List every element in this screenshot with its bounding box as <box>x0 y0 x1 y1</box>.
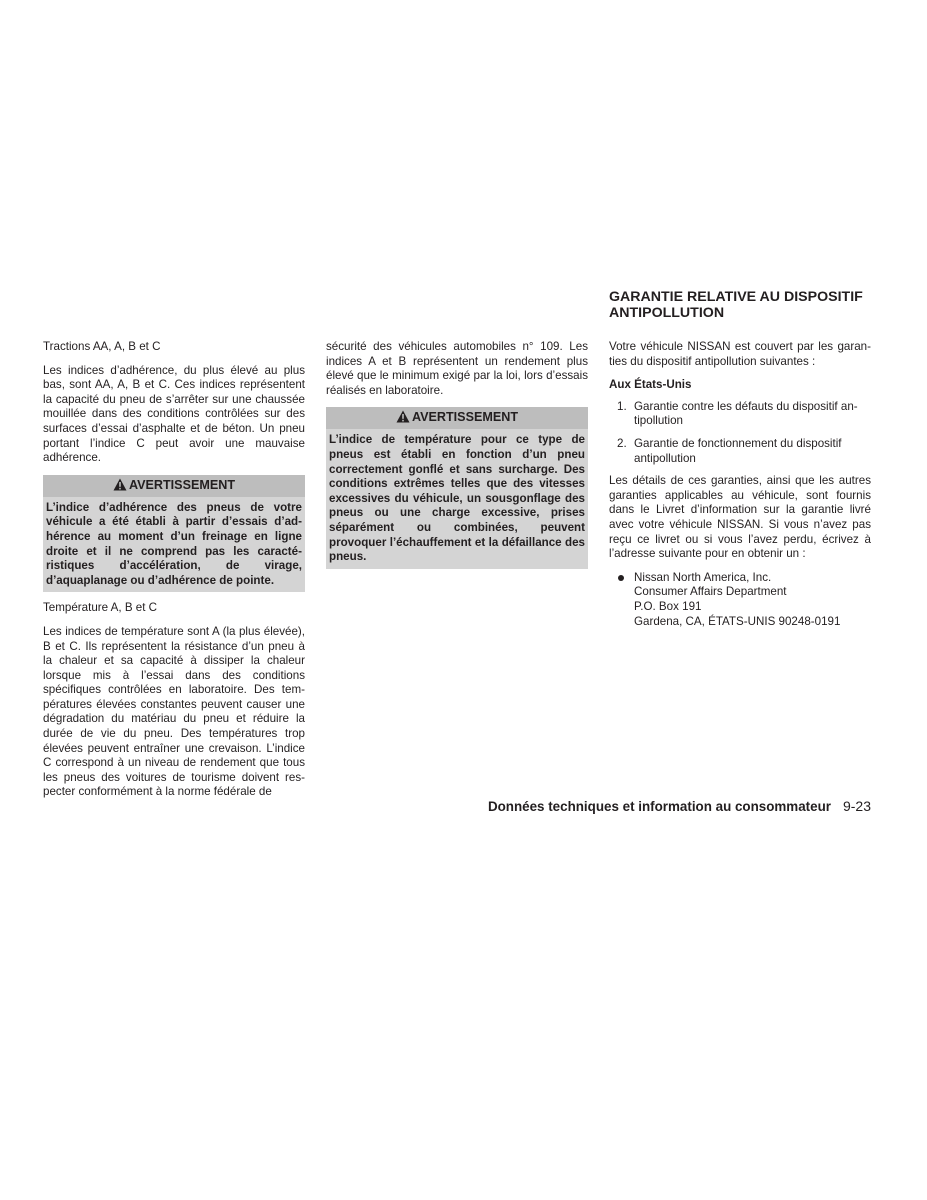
footer-section-title: Données techniques et information au consommateur <box>487 799 831 814</box>
warning-triangle-icon <box>113 478 127 494</box>
temperature-label: Température A, B et C <box>43 601 158 615</box>
list-number: 2. <box>617 436 627 450</box>
address-block <box>609 571 871 629</box>
list-item <box>609 437 871 466</box>
column-right <box>609 340 871 629</box>
column-left <box>43 340 305 809</box>
bullet-dot-icon <box>618 575 624 581</box>
traction-label: Tractions AA, A, B et C <box>43 340 161 353</box>
warranty-details: Les détails de ces garanties, ainsi que les autres garanties applicables au véhicule, sont fournis dans le Livret d’information sur la garantie livré avec votre véhicule NISSAN. Si vous n’avez pas reçu ce livret ou si vous l’avez perdu, écrivez à l’adresse suivante pour en obtenir un : <box>609 474 871 561</box>
warranty-intro: Votre véhicule NISSAN est couvert par les garanties du dispositif antipollution suivantes : <box>609 340 871 368</box>
warning-header <box>326 407 588 429</box>
column-middle <box>326 340 588 578</box>
list-text: Garantie contre les défauts du dispositif antipollution <box>634 399 858 428</box>
warning-box-traction <box>43 475 305 593</box>
warning-header <box>43 475 305 497</box>
warning-text: L’indice d’adhérence des pneus de votre véhicule a été établi à partir d’essais d’adhérence au moment d’un freinage en ligne droite et il ne comprend pas les caractéristiques d’accélération, de virage, d’aquaplanage ou d’adhérence de pointe. <box>46 500 302 587</box>
warranty-list <box>609 400 871 466</box>
page-footer <box>488 798 871 815</box>
temperature-paragraph: Les indices de température sont A (la plus élevée), B et C. Ils représentent la résistance d’un pneu à la chaleur et sa capacité à dissiper la chaleur lorsque mis à l’essai dans des conditions spécifiques contrôlées en laboratoire. Des températures élevées constantes peuvent causer une dégradation du matériau du pneu et réduire la durée de vie du pneu. Des températures trop élevées peuvent entraîner une crevaison. L’indice C correspond à un niveau de rendement que tous les pneus des voitures de tourisme doivent respecter conformément à la norme fédérale de <box>43 624 305 799</box>
list-number: 1. <box>617 399 627 413</box>
warning-triangle-icon <box>396 410 410 426</box>
address-line-3: P.O. Box 191 <box>634 599 702 613</box>
warning-text: L’indice de température pour ce type de pneus est établi en fonction d’un pneu correctement gonflé et sans surcharge. Des conditions extrêmes telles que des vitesses excessives du véhicule, un sousgonflage des pneus ou une charge excessive, prises séparément ou combinées, peuvent provoquer l’échauffement et la défaillance des pneus. <box>329 433 585 564</box>
temperature-paragraph-continued: sécurité des véhicules automobiles n° 109. Les indices A et B représentent un rendement plus élevé que le minimum exigé par la loi, lors d’essais réalisés en laboratoire. <box>326 340 588 397</box>
subheading-usa: Aux États-Unis <box>609 378 692 392</box>
warning-title: AVERTISSEMENT <box>411 410 519 425</box>
address-line-2: Consumer Affairs Department <box>634 585 787 599</box>
page-number: 9-23 <box>842 798 871 814</box>
warning-box-temperature <box>326 407 588 568</box>
traction-paragraph: Les indices d’adhérence, du plus élevé au plus bas, sont AA, A, B et C. Ces indices représentent la capacité du pneu de s’arrêter sur une chaussée mouillée dans des conditions contrôlées sur des surfaces d’essai d’asphalte et de béton. Un pneu portant l’indice C peut avoir une mauvaise adhérence. <box>43 363 305 465</box>
section-title: GARANTIE RELATIVE AU DISPOSITIF ANTIPOLLUTION <box>609 289 863 321</box>
warning-title: AVERTISSEMENT <box>128 477 236 492</box>
address-line-1: Nissan North America, Inc. <box>634 570 772 584</box>
list-item <box>609 400 871 429</box>
address-line-4: Gardena, CA, ÉTATS-UNIS 90248-0191 <box>634 614 841 628</box>
list-text: Garantie de fonctionnement du dispositif antipollution <box>634 436 842 465</box>
